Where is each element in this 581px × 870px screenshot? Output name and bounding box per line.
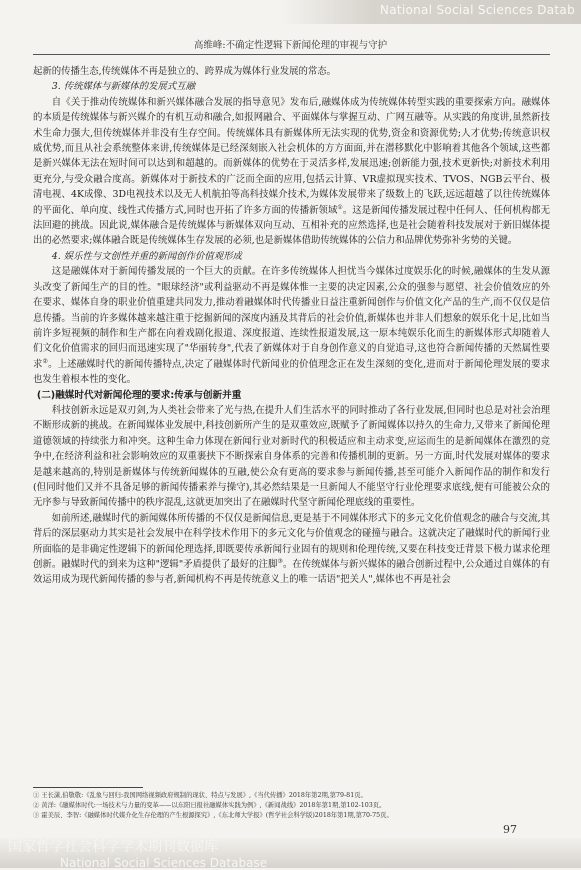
- paragraph-2: [33, 264, 550, 387]
- bottom-watermark-cn: 国家哲学社会科学学术期刊数据库: [8, 839, 218, 855]
- paragraph-0: 起新的传播生态,传统媒体不再是独立的、跨界成为媒体行业发展的常态。: [33, 66, 336, 77]
- header-rule: [33, 54, 550, 55]
- paragraph-1-tail: 。这是新闻传播发展过程中任何人、任何机构都无法回避的挑战。因此说,媒体融合是传统媒体与新媒体双向互动、互相补充的应然选择,也是社会随着科技发展对于新旧媒体提出的必然要求;媒体融合既是传统媒体生存发展的必须,也是新媒体借助传统媒体的公信力和品牌优势弥补劣势的关键。: [33, 204, 550, 247]
- footnote-1: ① 王长潇,伯敬敬:《乱象与回归:我国网络视频政府规制的现状、特点与发展》,《当代传播》2018年第2期,第79-81页。: [33, 792, 367, 799]
- paragraph-2-text: 这是融媒体对于新闻传播发展的一个巨大的贡献。在许多传统媒体人担忧当今媒体过度娱乐化的时候,融媒体的生发从源头改变了新闻生产的目的性。"眼球经济"或利益驱动不再是媒体惟一主要的决定因素,公众的强参与愿望、社会价值效应的外在要求、媒体自身的职业价值重建共同发力,推动着融媒体时代传播业日益注重新闻创作与价值文化产品的生产,而不仅仅是信息传播。当前的许多媒体越来越注重于挖掘新闻的深度内涵及其背后的社会价值,新媒体也并非人们想象的娱乐化十足,比如当前许多短视频的制作和生产都在向着戏剧化报道、深度报道、连续性报道发展,这一原本纯娱乐化而生的新媒体形式却随着人们文化价值需求的回归而迅速实现了"华丽转身",代表了新媒体对于自身创作意义的自觉追寻,这也符合新闻传播的天然属性要求: [33, 266, 550, 370]
- paragraph-4-tail: 。在传统媒体与新兴媒体的融合创新过程中,公众通过自媒体的有效运用成为现代新闻传播的参与者,新闻机构不再是传统意义上的唯一话语"把关人",媒体也不再是社会: [33, 559, 550, 586]
- bottom-watermark: [0, 838, 581, 868]
- footnote-3: ③ 霍美辰、李智:《融媒体时代媒介化生存伦理的产生根源探究》,《东北师大学报》(哲学社会科学版)2018年第1期,第70-75页。: [33, 812, 393, 819]
- page-number: 97: [503, 823, 517, 836]
- footnote-ref-2: ②: [42, 357, 49, 365]
- footnote-ref-3: ③: [277, 557, 283, 565]
- paragraph-4-text: 如前所述,融媒时代的新闻媒体所传播的不仅仅是新闻信息,更是基于不同媒体形式下的多元文化价值观念的融合与交流,其背后的深层驱动力其实是社会发展中在科学技术作用下的多元文化与价值观念的碰撞与融合。这就决定了融媒时代的新闻行业所面临的是非确定性逻辑下的新闻伦理选择,即既要传承新闻行业固有的规则和伦理传统,又要在科技变迁背景下极力谋求伦理创新。融媒时代的到来为这种"逻辑"矛盾提供了最好的注脚: [33, 512, 550, 570]
- paragraph-2-tail: 。上述融媒时代的新闻传播特点,决定了融媒体时代新闻业的价值理念正在发生深刻的变化,进而对于新闻伦理发展的要求也发生着根本性的变化。: [33, 358, 550, 386]
- article-body: [33, 64, 550, 588]
- footnote-ref-1: ①: [337, 203, 343, 211]
- top-watermark: [281, 0, 581, 24]
- section-heading-4: 4. 娱乐性与文创性并重的新闻创作价值观形成: [51, 250, 242, 262]
- running-head: 高维峰:不确定性逻辑下新闻伦理的审视与守护: [193, 40, 388, 51]
- footnote-2: ② 黄洋:《融媒体时代:一场技术与力量的变革——以东阳日报社融媒体实践为例》,《新闻战线》2018年第1期,第102-103页。: [33, 802, 386, 809]
- bottom-watermark-en: National Social Sciences Database: [60, 856, 268, 870]
- section-heading-b: (二)融媒时代对新闻伦理的要求:传承与创新并重: [36, 389, 242, 401]
- paragraph-3: 科技创新永远是双刃剑,为人类社会带来了光与热,在提升人们生活水平的同时推动了各行业发展,但同时也总是对社会治理不断形成新的挑战。在新闻媒体业发展中,科技创新所产生的是双重效应,既赋予了新闻媒体以持久的生命力,又带来了新闻伦理道德领域的持续张力和冲突。这种生命力体现在新闻行业对新时代的积极适应和主动求变,应运而生的是新闻媒体在激烈的竞争中,在经济利益和社会影响效应的双重裹挟下不断探索自身体系的完善和传播机制的更新。另一方面,时代发展对媒体的要求是越来越高的,特别是新媒体与传统新闻媒体的互融,使公众有更高的要求参与新闻传播,甚至可能介入新闻作品的制作和发行(但同时他们又并不具备足够的新闻传播素养与操守),其必然结果是一旦新闻人不能坚守行业伦理要求底线,便有可能被公众的无序参与导致新闻传播中的秩序混乱,这就更加突出了在融媒时代坚守新闻伦理底线的重要性。: [33, 404, 550, 509]
- footnotes: [33, 791, 550, 821]
- footnote-rule: [33, 787, 143, 788]
- paragraph-4: [33, 511, 550, 588]
- section-heading-3: 3. 传统媒体与新媒体的发展式互融: [51, 81, 195, 93]
- paragraph-1: [33, 95, 550, 249]
- top-watermark-text: National Social Sciences Datab: [379, 3, 575, 17]
- paragraph-1-text: 自《关于推动传统媒体和新兴媒体融合发展的指导意见》发布后,融媒体成为传统媒体转型实践的重要探索方向。融媒体的本质是传统媒体与新兴媒介的有机互动和融合,如报网融合、平面媒体与掌握互动、广网互融等。从实践的角度讲,虽然新技术生命力强大,但传统媒体并非没有生存空间。传统媒体具有新媒体所无法实现的优势,资金和资源优势;人才优势;传统意识权威优势,而且从社会系统整体来讲,传统媒体是已经深刻嵌入社会机体的方方面面,并在潜移默化中影响着其他各个领域,这些都是新兴媒体无法在短时间可以达到和超越的。而新媒体的优势在于灵活多样,发展迅速;创新能力强,技术更新快;对新技术利用更充分,与受众融合度高。新媒体对于新技术的广泛而全面的应用,包括云计算、VR虚拟现实技术、TVOS、NGB云平台、极清电视、4K成像、3D电视技术以及无人机航拍等高科技媒介技术,为媒体发展带来了级数上的飞跃,远远超越了以往传统媒体的平面化、单向度、线性式传播方式,同时也开拓了许多方面的传播新领域: [33, 96, 550, 216]
